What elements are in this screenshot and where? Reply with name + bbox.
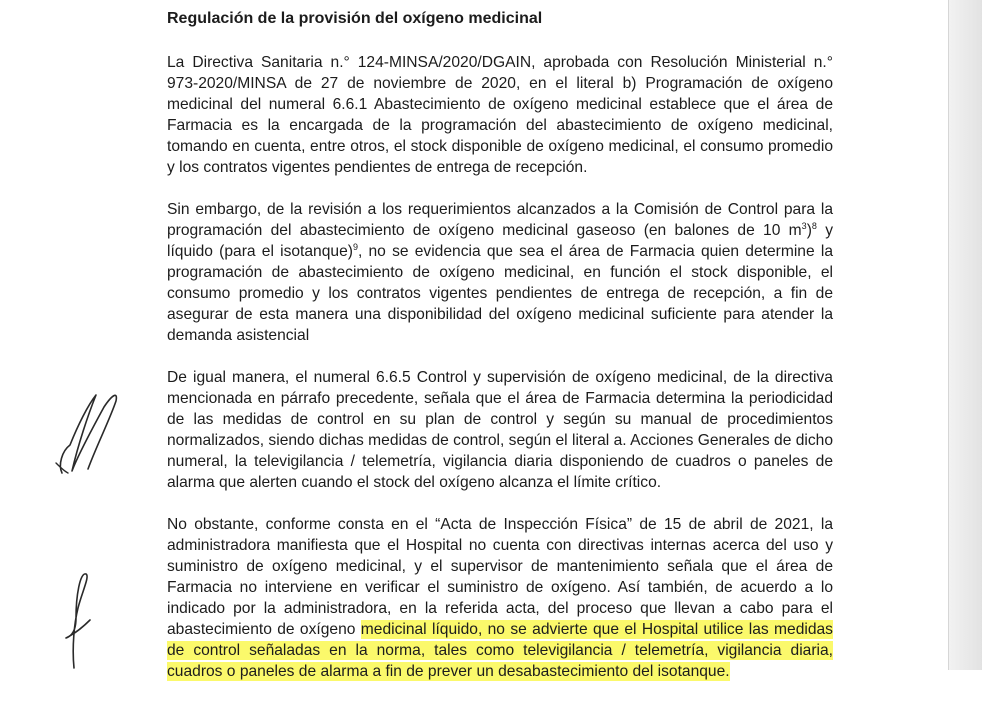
paragraph-directiva: La Directiva Sanitaria n.° 124-MINSA/2020/DGAIN, aprobada con Resolución Ministerial n.° 973-2020/MINSA de 27 de noviembre de 2020, en el literal b) Programación de oxígeno medicinal del numeral 6.6.1 Abastecimiento de oxígeno medicinal establece que el área de Farmacia es la encargada de la programación del abastecimiento de oxígeno medicinal, tomando en cuenta, entre otros, el stock disponible de oxígeno medicinal, el consumo promedio y los contratos vigentes pendientes de entrega de recepción. (167, 54, 833, 176)
sup-cubic-unit: 3 (801, 220, 807, 231)
footnote-ref-9: 9 (352, 241, 358, 252)
paragraph-sin-embargo: Sin embargo, de la revisión a los requerimientos alcanzados a la Comisión de Control para la programación del abastecimiento de oxígeno medicinal gaseoso (en balones de 10 $m^3)^8$ y líquido (para el isotanque)$^9$, no se evidencia que sea el área de Farmacia quien determine la programación de abastecimiento de oxígeno medicinal, en función el stock disponible, el consumo promedio y los contratos vigentes pendientes de entrega de recepción, a fin de asegurar de esta manera una disponibilidad del oxígeno medicinal suficiente para atender la demanda asistencial (167, 201, 833, 344)
paragraph-no-obstante (167, 514, 833, 682)
handwritten-initials-signature (48, 385, 128, 485)
paragraph-control-supervision: De igual manera, el numeral 6.6.5 Control y supervisión de oxígeno medicinal, de la directiva mencionada en párrafo precedente, señala que el área de Farmacia determina la periodicidad de las medidas de control en su plan de control y según su manual de procedimientos normalizados, siendo dichas medidas de control, según el literal a. Acciones Generales de dicho numeral, la televigilancia / telemetría, vigilancia diaria disponiendo de cuadros o paneles de alarma que alerten cuando el stock del oxígeno alcanza el límite crítico. (167, 369, 833, 491)
handwritten-signature-mark (56, 568, 106, 670)
highlighted-passage: medicinal líquido, no se advierte que el Hospital utilice las medidas de control señaladas en la norma, tales como televigilancia / telemetría, vigilancia diaria, cuadros o paneles de alarma a fin de prever un desabastecimiento del isotanque. (167, 621, 833, 680)
footnote-ref-8: 8 (811, 220, 817, 231)
document-body (167, 8, 833, 703)
p2-text-part2: y líquido (para el isotanque) (167, 222, 833, 260)
page-edge-shadow (948, 0, 982, 670)
p2-text-part1: Sin embargo, de la revisión a los requerimientos alcanzados a la Comisión de Control para la programación del abastecimiento de oxígeno medicinal gaseoso (en balones de 10 m (167, 201, 833, 239)
p4-text-plain: No obstante, conforme consta en el “Acta de Inspección Física” de 15 de abril de 2021, la administradora manifiesta que el Hospital no cuenta con directivas internas acerca del uso y suministro de oxígeno medicinal, y el supervisor de mantenimiento señala que el área de Farmacia no interviene en verificar el suministro de oxígeno. Así también, de acuerdo a lo indicado por la administradora, en la referida acta, del proceso que llevan a cabo para el abastecimiento de oxígeno (167, 516, 833, 638)
section-heading: Regulación de la provisión del oxígeno medicinal (167, 10, 543, 27)
p2-text-part3: , no se evidencia que sea el área de Farmacia quien determine la programación de abastecimiento de oxígeno medicinal, en función el stock disponible, el consumo promedio y los contratos vigentes pendientes de entrega de recepción, a fin de asegurar de esta manera una disponibilidad del oxígeno medicinal suficiente para atender la demanda asistencial (167, 243, 833, 344)
